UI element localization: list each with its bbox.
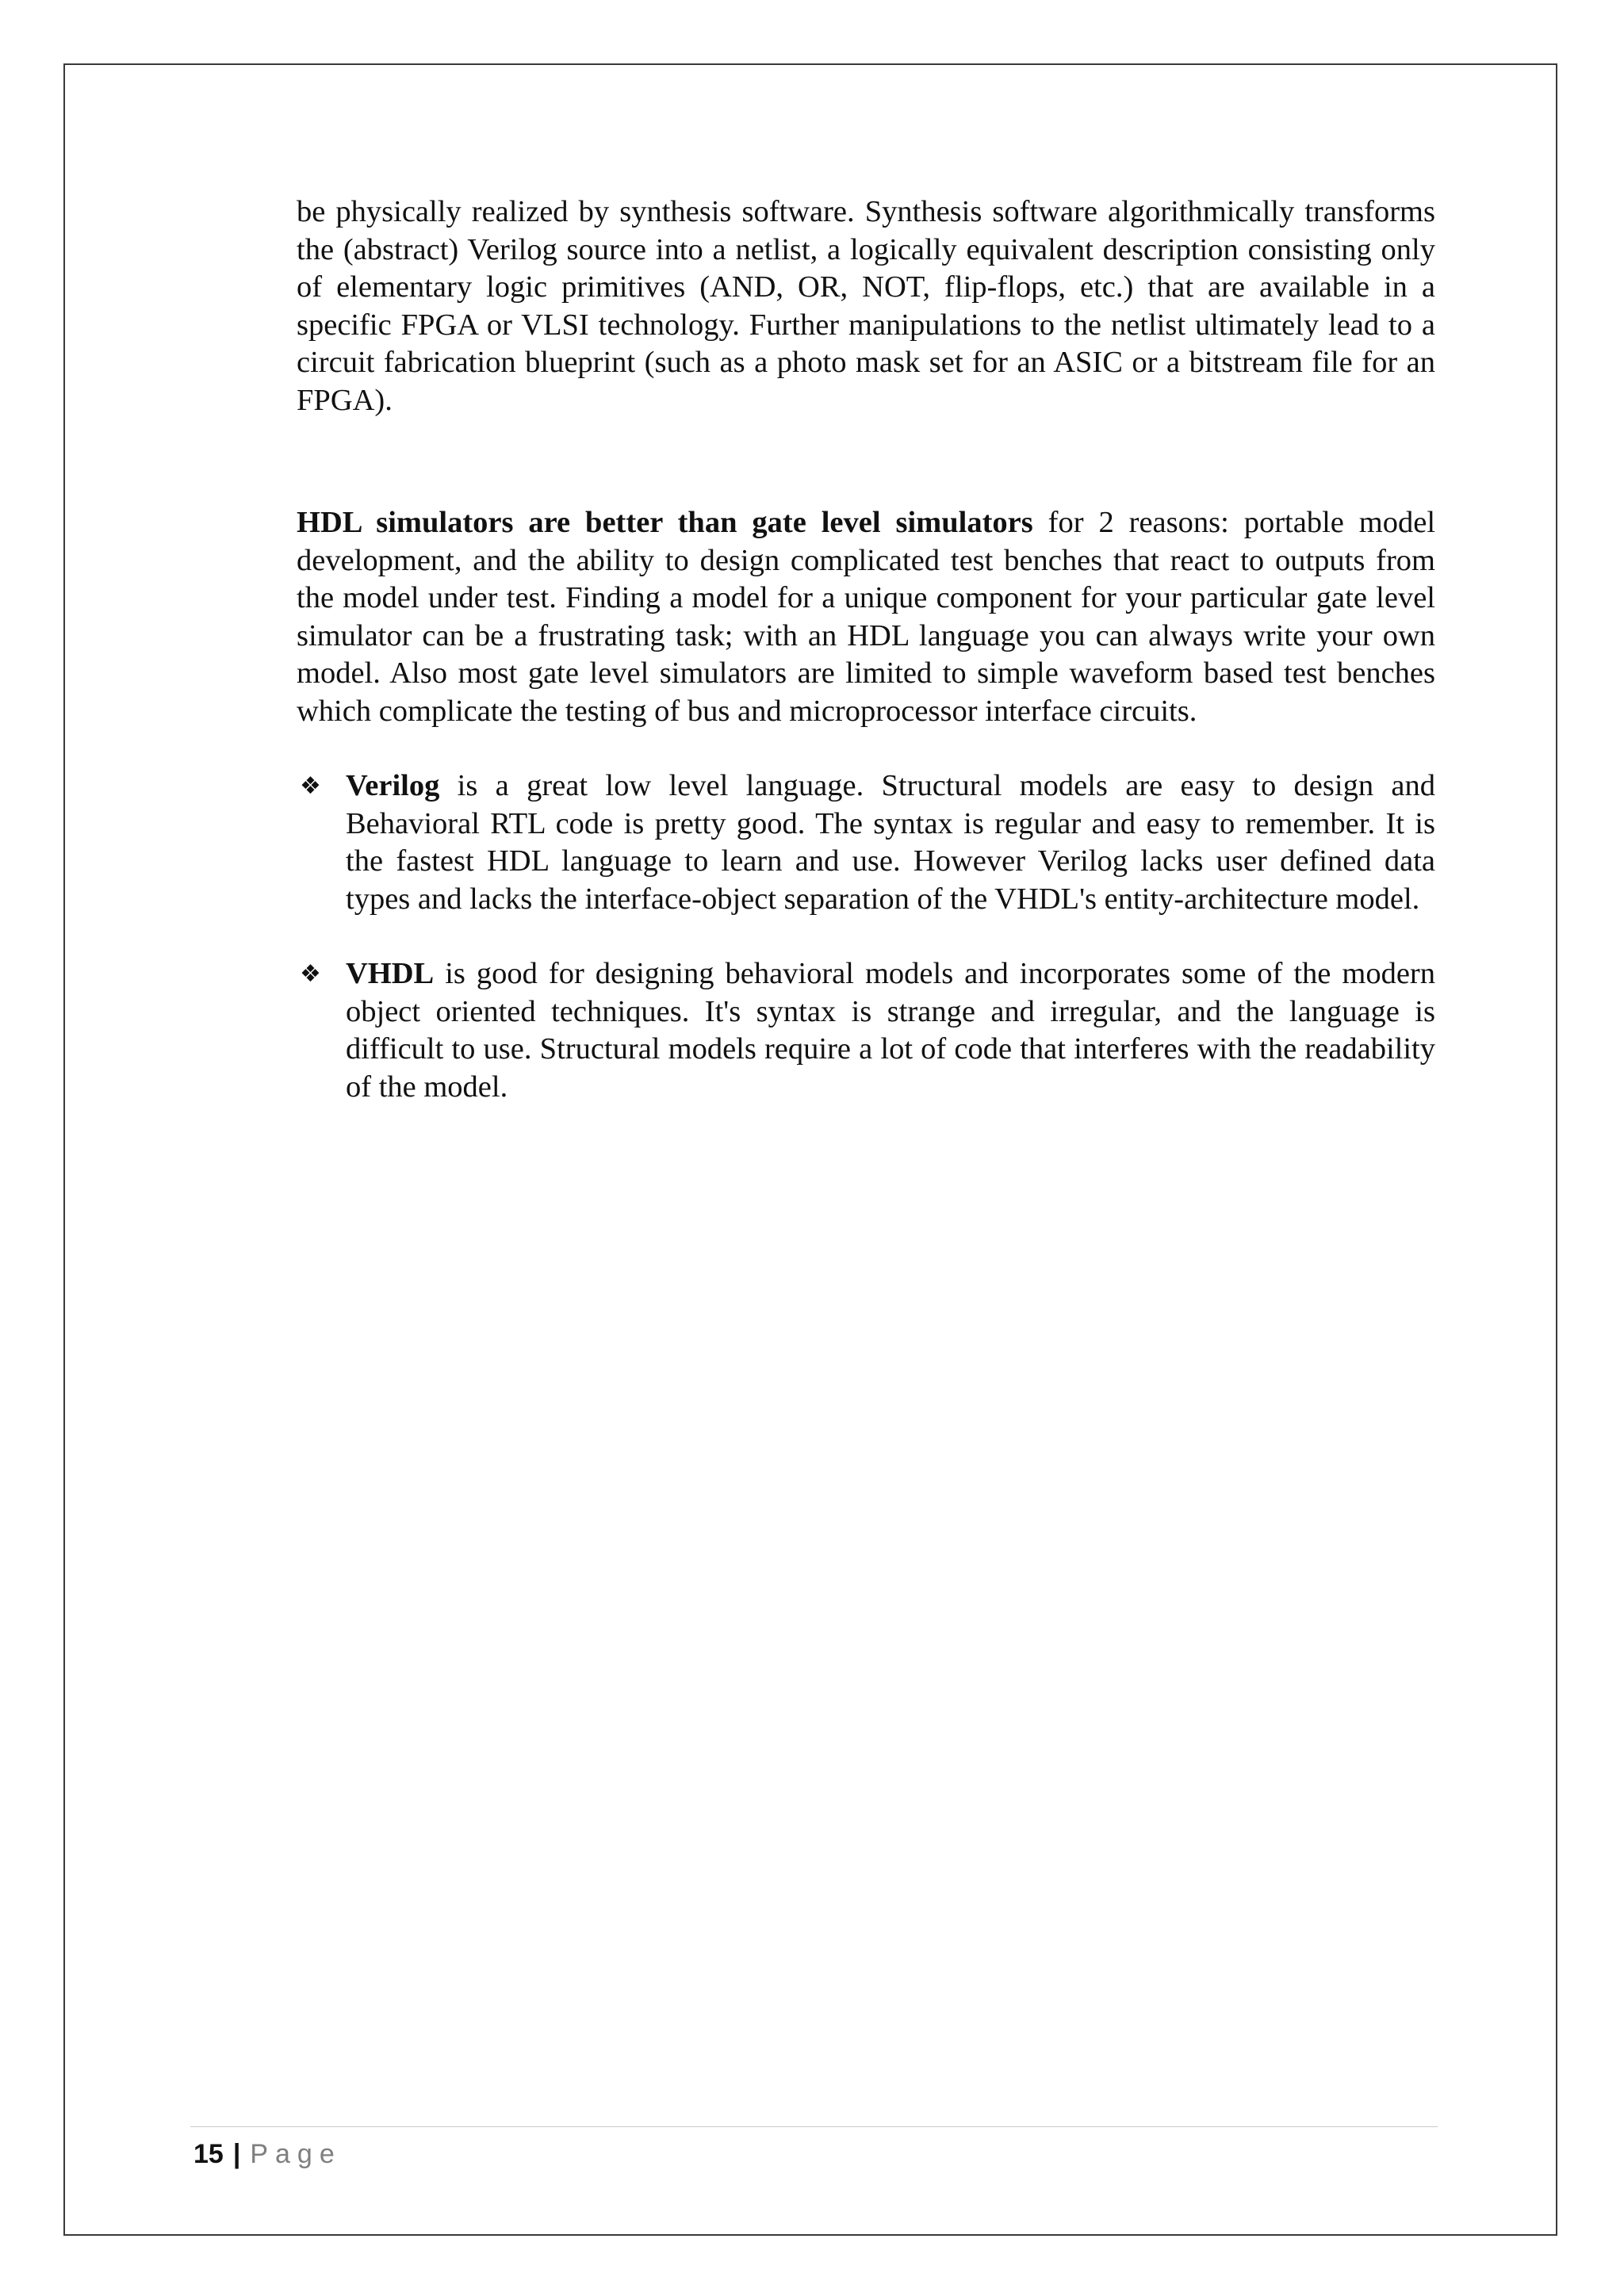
bullet-list: [297, 767, 1435, 1106]
paragraph-hdl-simulators-heading: HDL simulators are better than gate level simulators: [297, 506, 1033, 539]
diamond-bullet-icon: ❖: [300, 772, 321, 800]
bullet-text-vhdl: is good for designing behavioral models and incorporates some of the modern object oriented techniques. It's syntax is strange and irregular, and the language is difficult to use. Structural models require a lot of code that interferes with the readability of the model.: [346, 957, 1435, 1104]
bullet-term-verilog: Verilog: [346, 769, 440, 802]
footer-divider: [190, 2126, 1438, 2127]
page-number: 15: [193, 2139, 224, 2169]
bullet-term-vhdl: VHDL: [346, 957, 435, 990]
page-footer: [193, 2137, 342, 2172]
diamond-bullet-icon: ❖: [300, 960, 321, 988]
paragraph-synthesis: be physically realized by synthesis software. Synthesis software algorithmically transforms the (abstract) Verilog source into a netlist, a logically equivalent description consisting only of elementary logic primitives (AND, OR, NOT, flip-flops, etc.) that are available in a specific FPGA or VLSI technology. Further manipulations to the netlist ultimately lead to a circuit fabrication blueprint (such as a photo mask set for an ASIC or a bitstream file for an FPGA).: [297, 195, 1435, 417]
page-label: Page: [250, 2139, 342, 2169]
footer-separator: |: [232, 2139, 241, 2169]
paragraph-hdl-simulators: [297, 504, 1435, 730]
document-body: [297, 193, 1435, 1106]
bullet-item-vhdl: [297, 955, 1435, 1106]
bullet-text-verilog: is a great low level language. Structural models are easy to design and Behavioral RTL code is pretty good. The syntax is regular and easy to remember. It is the fastest HDL language to learn and use. However Verilog lacks user defined data types and lacks the interface-object separation of the VHDL's entity-architecture model.: [346, 769, 1435, 916]
bullet-item-verilog: [297, 767, 1435, 918]
paragraph-hdl-simulators-text: for 2 reasons: portable model development, and the ability to design complicated test benches that react to outputs from the model under test. Finding a model for a unique component for your particular gate level simulator can be a frustrating task; with an HDL language you can always write your own model. Also most gate level simulators are limited to simple waveform based test benches which complicate the testing of bus and microprocessor interface circuits.: [297, 506, 1436, 728]
